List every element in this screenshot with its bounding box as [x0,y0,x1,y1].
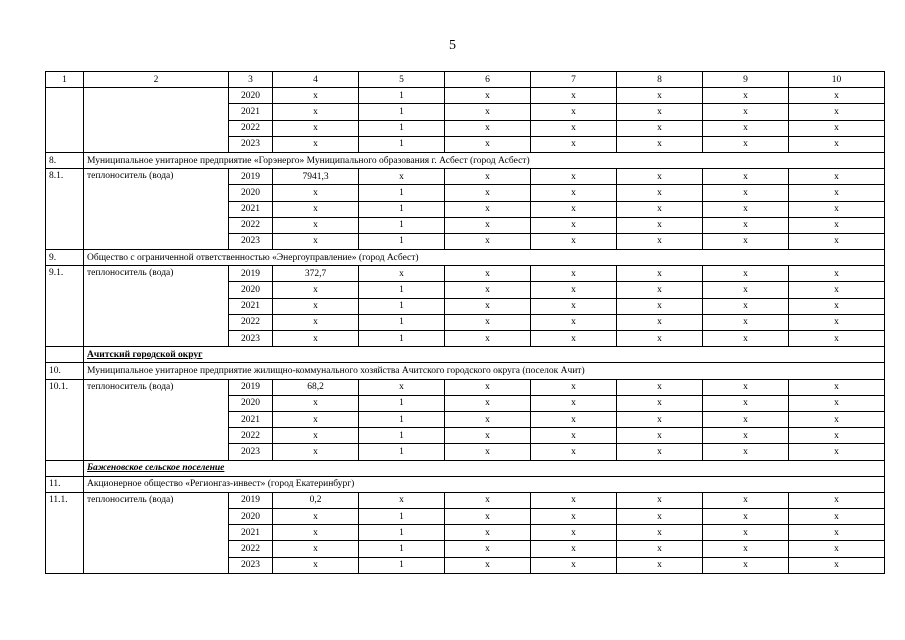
year-cell: 2023 [229,136,273,152]
value-cell: x [531,88,617,104]
value-cell: x [617,266,703,282]
year-cell: 2021 [229,411,273,427]
year-cell: 2021 [229,525,273,541]
value-cell: x [617,104,703,120]
value-cell: x [273,314,359,330]
value-cell: x [617,541,703,557]
header-cell: 9 [703,72,789,88]
value-cell: x [445,395,531,411]
section-title: Баженовское сельское поселение [84,460,885,476]
value-cell: 1 [359,136,445,152]
value-cell: x [617,120,703,136]
value-cell: x [789,331,885,347]
value-cell: x [703,282,789,298]
value-cell: x [445,185,531,201]
org-number: 8. [46,152,84,168]
value-cell: x [445,282,531,298]
value-cell: x [531,444,617,460]
value-cell: x [531,379,617,395]
value-cell: x [273,233,359,249]
value-cell: 1 [359,120,445,136]
value-cell: x [789,395,885,411]
value-cell: x [273,541,359,557]
value-cell: x [445,136,531,152]
value-cell: x [273,104,359,120]
value-cell: x [531,266,617,282]
value-cell: x [617,233,703,249]
value-cell: x [617,492,703,508]
value-cell: x [273,282,359,298]
header-cell: 10 [789,72,885,88]
value-cell: x [703,331,789,347]
sub-number: 11.1. [46,492,84,573]
header-row [46,72,885,88]
year-cell: 2020 [229,88,273,104]
value-cell: x [445,331,531,347]
year-cell: 2021 [229,298,273,314]
value-cell: x [789,557,885,573]
value-cell: x [703,379,789,395]
value-cell: x [445,104,531,120]
value-cell: x [445,492,531,508]
value-cell: x [789,298,885,314]
header-cell: 6 [445,72,531,88]
value-cell: x [445,411,531,427]
year-cell: 2019 [229,169,273,185]
value-cell: x [789,185,885,201]
value-cell: x [531,136,617,152]
value-cell: 1 [359,525,445,541]
org-name: Муниципальное унитарное предприятие жилищно-коммунального хозяйства Ачитского городского округа (поселок Ачит) [84,363,885,379]
value-cell: x [531,233,617,249]
value-cell: x [531,201,617,217]
section-number-cell [46,460,84,476]
value-cell: x [359,379,445,395]
value-cell: x [531,541,617,557]
value-cell: 1 [359,444,445,460]
value-cell: x [273,428,359,444]
value-cell: x [703,201,789,217]
header-cell: 7 [531,72,617,88]
value-cell: x [273,88,359,104]
value-cell: x [789,314,885,330]
header-cell: 1 [46,72,84,88]
value-cell: x [445,379,531,395]
value-cell: x [531,331,617,347]
section-row [46,347,885,363]
year-cell: 2023 [229,557,273,573]
table-row [46,169,885,185]
year-cell: 2019 [229,266,273,282]
value-cell: x [531,298,617,314]
year-cell: 2023 [229,233,273,249]
value-cell: x [531,492,617,508]
value-cell: 68,2 [273,379,359,395]
org-row [46,363,885,379]
value-cell: x [703,509,789,525]
empty-name-cell [84,88,229,153]
value-cell: x [273,395,359,411]
value-cell: x [531,282,617,298]
year-cell: 2020 [229,282,273,298]
empty-num-cell [46,88,84,153]
org-row [46,476,885,492]
value-cell: x [617,509,703,525]
value-cell: x [617,444,703,460]
year-cell: 2023 [229,444,273,460]
org-number: 10. [46,363,84,379]
value-cell: x [445,120,531,136]
header-cell: 4 [273,72,359,88]
value-cell: x [531,169,617,185]
value-cell: x [703,428,789,444]
value-cell: x [703,314,789,330]
value-cell: 372,7 [273,266,359,282]
value-cell: x [273,444,359,460]
value-cell: x [617,314,703,330]
value-cell: x [273,201,359,217]
value-cell: x [789,169,885,185]
value-cell: x [789,428,885,444]
value-cell: 0,2 [273,492,359,508]
value-cell: x [617,298,703,314]
value-cell: x [789,379,885,395]
value-cell: 1 [359,217,445,233]
table-row [46,266,885,282]
value-cell: x [273,509,359,525]
value-cell: x [703,411,789,427]
value-cell: x [703,88,789,104]
value-cell: 1 [359,557,445,573]
year-cell: 2022 [229,217,273,233]
table-row [46,88,885,104]
value-cell: x [789,233,885,249]
year-cell: 2021 [229,104,273,120]
value-cell: x [789,266,885,282]
value-cell: x [617,282,703,298]
org-name: Общество с ограниченной ответственностью «Энергоуправление» (город Асбест) [84,250,885,266]
sub-number: 8.1. [46,169,84,250]
value-cell: x [789,492,885,508]
value-cell: x [445,525,531,541]
value-cell: x [445,444,531,460]
value-cell: x [617,428,703,444]
value-cell: x [789,282,885,298]
value-cell: x [789,541,885,557]
value-cell: x [617,201,703,217]
value-cell: x [703,444,789,460]
value-cell: x [445,557,531,573]
value-cell: x [789,525,885,541]
value-cell: 1 [359,314,445,330]
value-cell: x [617,185,703,201]
value-cell: x [273,298,359,314]
value-cell: x [617,525,703,541]
value-cell: 1 [359,88,445,104]
value-cell: x [531,525,617,541]
value-cell: x [531,411,617,427]
value-cell: x [789,88,885,104]
value-cell: 1 [359,298,445,314]
value-cell: x [617,169,703,185]
value-cell: x [789,217,885,233]
value-cell: x [617,331,703,347]
value-cell: x [703,266,789,282]
value-cell: x [273,557,359,573]
value-cell: x [703,217,789,233]
value-cell: x [273,120,359,136]
value-cell: x [445,428,531,444]
value-cell: 1 [359,282,445,298]
value-cell: x [531,314,617,330]
value-cell: 1 [359,201,445,217]
value-cell: x [445,509,531,525]
value-cell: x [359,492,445,508]
value-cell: x [445,88,531,104]
org-row [46,152,885,168]
value-cell: 1 [359,411,445,427]
value-cell: x [703,541,789,557]
value-cell: x [617,88,703,104]
value-cell: x [703,104,789,120]
value-cell: 1 [359,185,445,201]
value-cell: x [789,201,885,217]
tariff-table [45,71,885,574]
value-cell: x [445,169,531,185]
sub-name: теплоноситель (вода) [84,169,229,250]
sub-number: 9.1. [46,266,84,347]
value-cell: x [445,314,531,330]
value-cell: x [273,411,359,427]
value-cell: x [617,395,703,411]
year-cell: 2022 [229,541,273,557]
value-cell: x [789,509,885,525]
value-cell: x [273,525,359,541]
value-cell: x [789,120,885,136]
value-cell: 1 [359,428,445,444]
year-cell: 2019 [229,492,273,508]
value-cell: x [445,541,531,557]
value-cell: x [617,136,703,152]
year-cell: 2020 [229,509,273,525]
value-cell: x [531,557,617,573]
value-cell: x [445,298,531,314]
value-cell: x [359,266,445,282]
org-number: 9. [46,250,84,266]
value-cell: x [445,266,531,282]
value-cell: x [273,331,359,347]
sub-name: теплоноситель (вода) [84,266,229,347]
section-row [46,460,885,476]
value-cell: 1 [359,233,445,249]
value-cell: x [703,169,789,185]
org-number: 11. [46,476,84,492]
value-cell: x [531,428,617,444]
value-cell: x [531,120,617,136]
value-cell: x [703,136,789,152]
value-cell: 1 [359,509,445,525]
value-cell: x [531,217,617,233]
value-cell: 1 [359,395,445,411]
value-cell: x [445,201,531,217]
year-cell: 2019 [229,379,273,395]
org-name: Акционерное общество «Регионгаз-инвест» (город Екатеринбург) [84,476,885,492]
org-row [46,250,885,266]
sub-name: теплоноситель (вода) [84,379,229,460]
value-cell: x [531,185,617,201]
year-cell: 2023 [229,331,273,347]
value-cell: x [703,298,789,314]
value-cell: x [789,136,885,152]
section-number-cell [46,347,84,363]
header-cell: 2 [84,72,229,88]
header-cell: 3 [229,72,273,88]
value-cell: x [703,557,789,573]
sub-number: 10.1. [46,379,84,460]
table-row [46,379,885,395]
year-cell: 2020 [229,395,273,411]
value-cell: x [531,104,617,120]
value-cell: x [703,185,789,201]
value-cell: x [703,233,789,249]
value-cell: x [617,557,703,573]
value-cell: x [445,233,531,249]
value-cell: x [273,185,359,201]
value-cell: x [703,525,789,541]
value-cell: x [273,136,359,152]
page-number: 5 [449,38,456,53]
year-cell: 2020 [229,185,273,201]
value-cell: x [617,411,703,427]
table-row [46,492,885,508]
year-cell: 2022 [229,428,273,444]
value-cell: 1 [359,104,445,120]
value-cell: x [445,217,531,233]
section-title: Ачитский городской округ [84,347,885,363]
header-cell: 5 [359,72,445,88]
value-cell: 1 [359,541,445,557]
table-body [46,72,885,574]
sub-name: теплоноситель (вода) [84,492,229,573]
value-cell: x [617,217,703,233]
value-cell: x [789,444,885,460]
value-cell: x [273,217,359,233]
value-cell: x [531,509,617,525]
year-cell: 2022 [229,314,273,330]
value-cell: x [789,104,885,120]
value-cell: x [703,492,789,508]
year-cell: 2021 [229,201,273,217]
value-cell: 1 [359,331,445,347]
org-name: Муниципальное унитарное предприятие «Горэнерго» Муниципального образования г. Асбест (город Асбест) [84,152,885,168]
value-cell: 7941,3 [273,169,359,185]
value-cell: x [359,169,445,185]
value-cell: x [617,379,703,395]
value-cell: x [789,411,885,427]
value-cell: x [531,395,617,411]
value-cell: x [703,120,789,136]
value-cell: x [703,395,789,411]
year-cell: 2022 [229,120,273,136]
header-cell: 8 [617,72,703,88]
